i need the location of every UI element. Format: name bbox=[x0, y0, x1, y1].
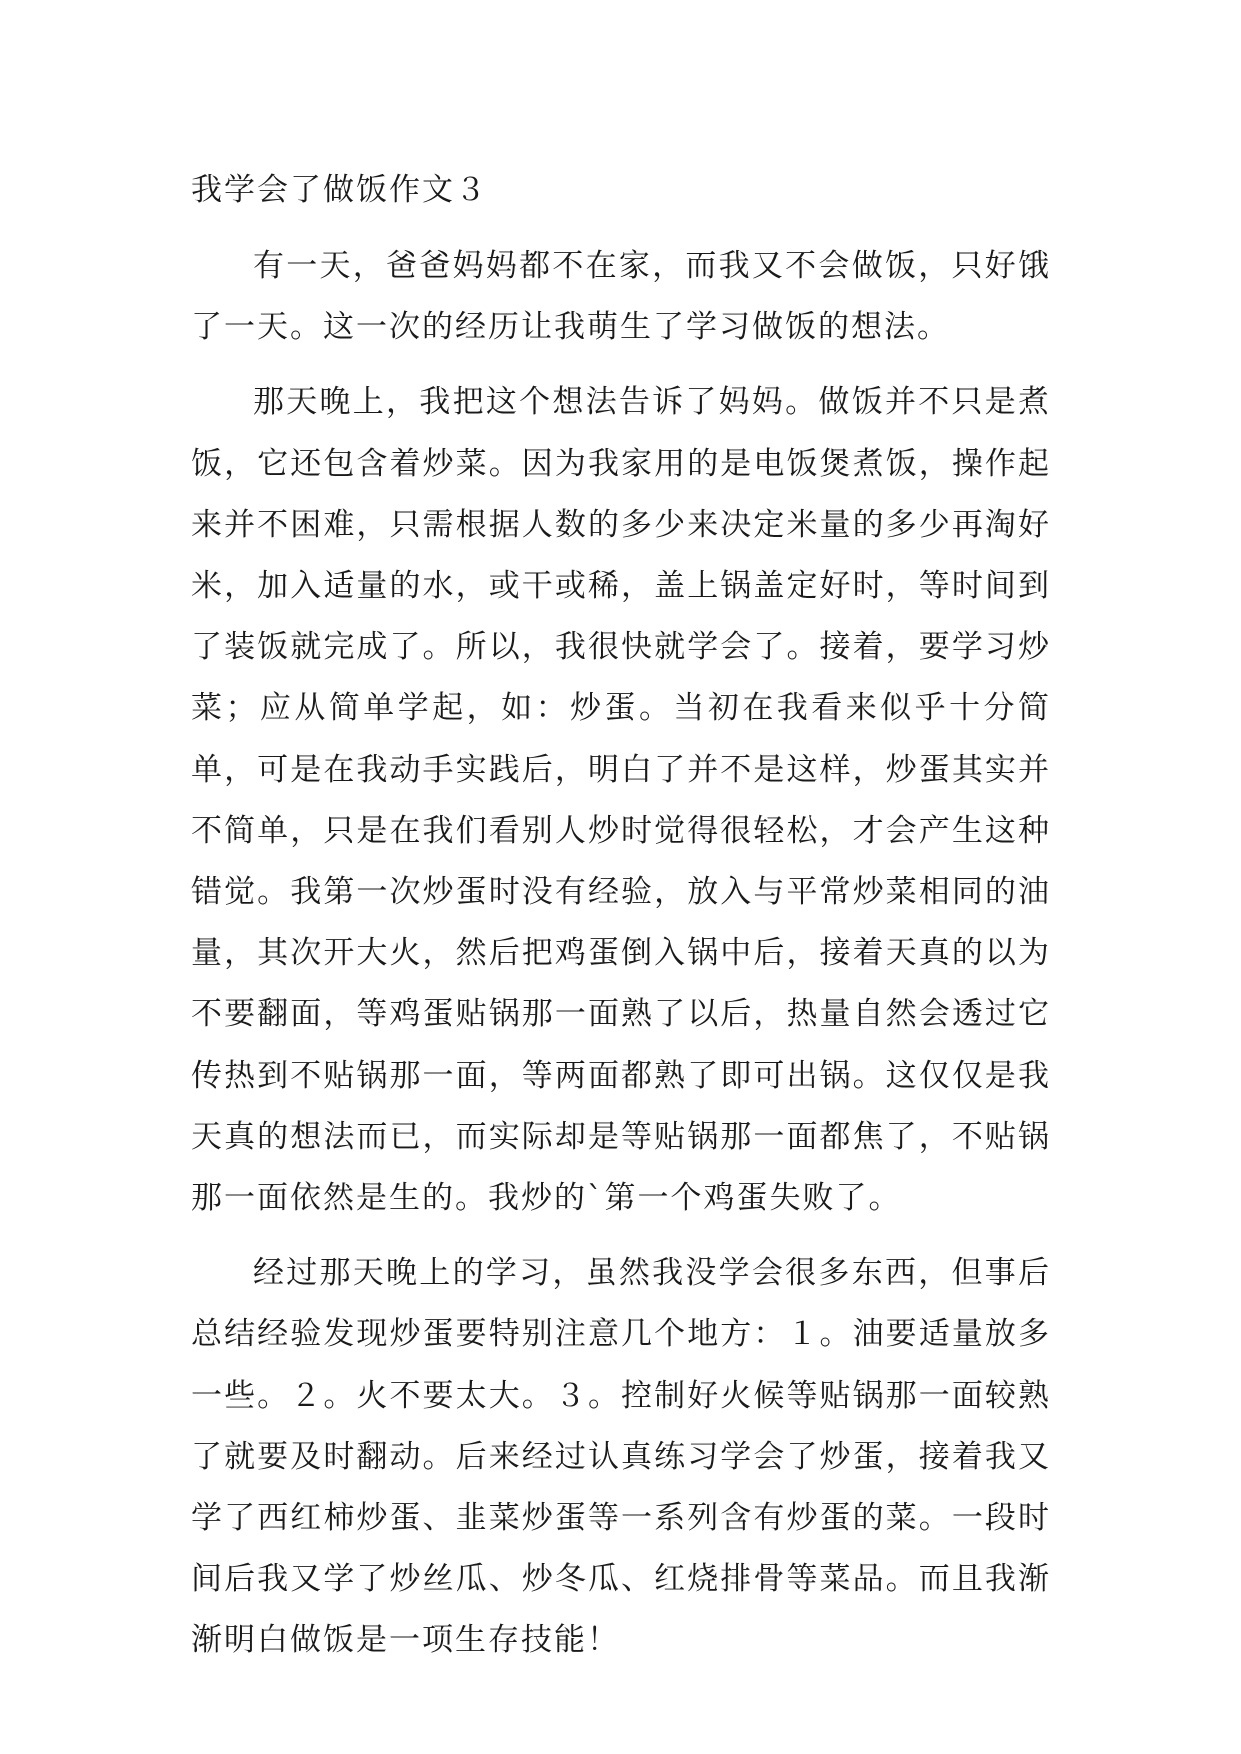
paragraph-1: 有一天，爸爸妈妈都不在家，而我又不会做饭，只好饿了一天。这一次的经历让我萌生了学习做饭的想法。 bbox=[191, 248, 1051, 346]
paragraph-2: 那天晚上，我把这个想法告诉了妈妈。做饭并不只是煮饭，它还包含着炒菜。因为我家用的是电饭煲煮饭，操作起来并不困难，只需根据人数的多少来决定米量的多少再淘好米，加入适量的水，或干或稀，盖上锅盖定好时，等时间到了装饭就完成了。所以，我很快就学会了。接着，要学习炒菜；应从简单学起，如：炒蛋。当初在我看来似乎十分简单，可是在我动手实践后，明白了并不是这样，炒蛋其实并不简单，只是在我们看别人炒时觉得很轻松，才会产生这种错觉。我第一次炒蛋时没有经验，放入与平常炒菜相同的油量，其次开大火，然后把鸡蛋倒入锅中后，接着天真的以为不要翻面，等鸡蛋贴锅那一面熟了以后，热量自然会透过它传热到不贴锅那一面，等两面都熟了即可出锅。这仅仅是我天真的想法而已，而实际却是等贴锅那一面都焦了，不贴锅那一面依然是生的。我炒的`第一个鸡蛋失败了。 bbox=[191, 384, 1051, 1217]
document-page bbox=[191, 160, 1051, 1686]
document-title: 我学会了做饭作文３ bbox=[191, 172, 488, 208]
paragraph-3: 经过那天晚上的学习，虽然我没学会很多东西，但事后总结经验发现炒蛋要特别注意几个地方：１。油要适量放多一些。２。火不要太大。３。控制好火候等贴锅那一面较熟了就要及时翻动。后来经过认真练习学会了炒蛋，接着我又学了西红柿炒蛋、韭菜炒蛋等一系列含有炒蛋的菜。一段时间后我又学了炒丝瓜、炒冬瓜、红烧排骨等菜品。而且我渐渐明白做饭是一项生存技能！ bbox=[191, 1255, 1051, 1659]
